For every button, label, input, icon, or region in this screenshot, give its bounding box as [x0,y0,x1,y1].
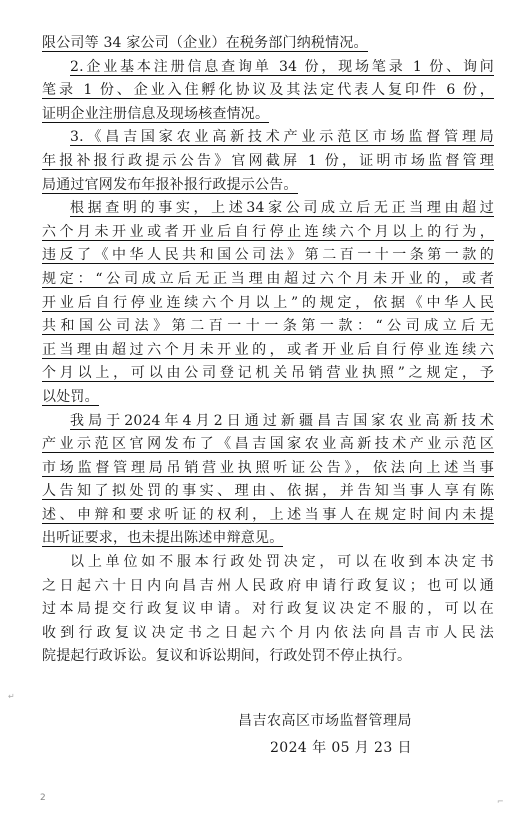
text-line [42,174,494,198]
text-line-content: 市场监督管理局吊销营业执照听证公告》，依法向上述当事 [42,459,494,476]
document-body [42,32,494,669]
text-line [42,527,494,551]
text-line-content: 3.《昌吉国家农业高新技术产业示范区市场监督管理局 [70,129,494,146]
text-line [42,32,494,56]
text-line-content: 证明企业注册信息及现场核查情况。 [42,105,270,122]
text-line-content: 院提起行政诉讼。复议和诉讼期间，行政处罚不停止执行。 [42,648,412,665]
text-line [42,386,494,410]
text-line-content: 正当理由超过六个月未开业的，或者开业后自行停业连续六 [42,341,494,358]
text-line [42,598,494,622]
text-line [42,315,494,339]
text-line [42,126,494,150]
text-line-content: 共和国公司法》第二百一十一条第一款：“公司成立后无 [42,318,494,335]
text-line-content: 我局于2024年4月2日通过新疆昌吉国家农业高新技术 [70,412,494,429]
text-line-content: 违反了《中华人民共和国公司法》第二百一十一条第一款的 [42,247,494,264]
text-line [42,103,494,127]
text-line [42,622,494,646]
text-line [42,433,494,457]
text-line-content: 开业后自行停业连续六个月以上”的规定，依据《中华人民 [42,294,494,311]
text-line [42,362,494,386]
text-line [42,268,494,292]
text-line-content: 人告知了拟处罚的事实、理由、依据，并告知当事人享有陈 [42,483,494,500]
text-line-content: 笔录 1 份、企业入住孵化协议及其法定代表人复印件 6 份， [42,82,494,99]
text-line-content: 2.企业基本注册信息查询单 34 份，现场笔录 1 份、询问 [70,58,494,75]
text-line [42,410,494,434]
text-line-content: 收到行政复议决定书之日起六个月内依法向昌吉市人民法 [42,624,494,641]
text-line-content: 出听证要求，也未提出陈述申辩意见。 [42,530,284,547]
text-line-content: 产业示范区官网发布了《昌吉国家农业高新技术产业示范区 [42,436,494,453]
issuing-authority: 昌吉农高区市场监督管理局 [238,713,412,729]
text-line [42,645,494,669]
text-line-content: 个月以上，可以由公司登记机关吊销营业执照”之规定，予 [42,365,494,382]
text-line-content: 局通过官网发布年报补报行政提示公告。 [42,176,298,193]
text-line [42,551,494,575]
text-line [42,244,494,268]
text-line [42,339,494,363]
text-line [42,79,494,103]
text-line-content: 根据查明的事实，上述34家公司成立后无正当理由超过 [70,200,494,217]
text-line [42,504,494,528]
text-line-content: 限公司等 34 家公司（企业）在税务部门纳税情况。 [42,35,368,51]
paragraph-mark-icon: ↵ [8,692,15,701]
text-line [42,56,494,80]
text-line-content: 述、申辩和要求听证的权利，上述当事人在规定时间内未提 [42,506,494,523]
text-line [42,292,494,316]
text-line-content: 过本局提交行政复议申请。对行政复议决定不服的，可以在 [42,601,494,618]
text-line-content: 规定：“公司成立后无正当理由超过六个月未开业的，或者 [42,270,494,287]
text-line-content: 年报补报行政提示公告》官网截屏 1 份，证明市场监督管理 [42,152,494,169]
text-line-content: 六个月未开业或者开业后自行停止连续六个月以上的行为， [42,223,494,240]
issue-date: 2024 年 05 月 23 日 [270,740,412,756]
text-line [42,150,494,174]
corner-mark-icon: ⌐ [497,797,504,806]
text-line [42,575,494,599]
text-line [42,221,494,245]
text-line-content: 以上单位如不服本行政处罚决定，可以在收到本决定书 [70,554,494,571]
text-line-content: 以处罚。 [42,388,99,405]
text-line-content: 之日起六十日内向昌吉州人民政府申请行政复议；也可以通 [42,577,494,594]
text-line [42,197,494,221]
text-line [42,457,494,481]
text-line [42,480,494,504]
page-number: 2 [40,793,46,803]
